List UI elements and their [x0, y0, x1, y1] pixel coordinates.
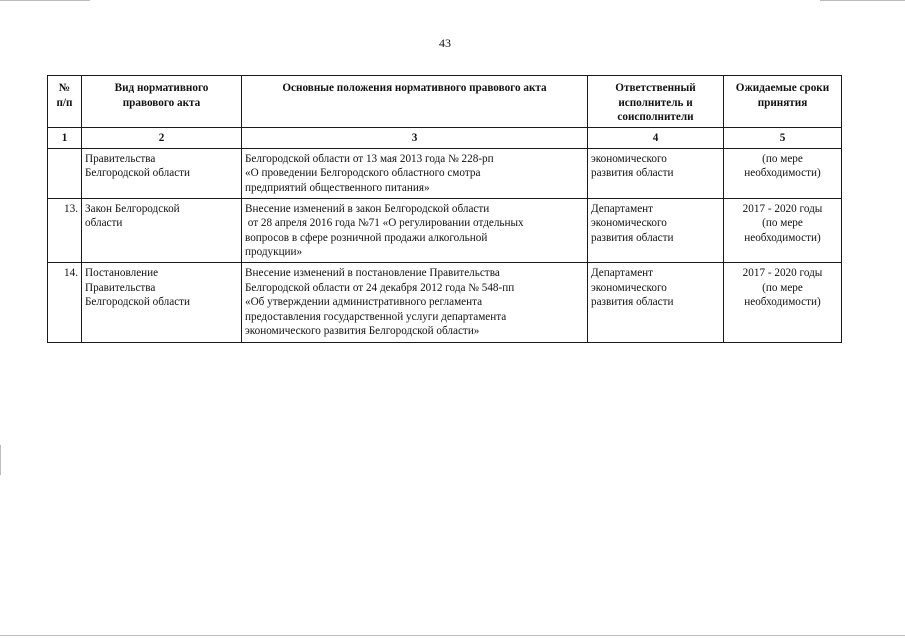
- column-number: 2: [82, 128, 242, 149]
- row-act-type: [82, 198, 242, 262]
- scan-edge-mark: [0, 635, 905, 636]
- header-row: [48, 76, 842, 128]
- header-type-line: Вид нормативного: [114, 82, 209, 94]
- header-num-line: п/п: [56, 96, 73, 109]
- cell-line: экономического: [591, 217, 667, 230]
- row-deadline: [724, 148, 842, 198]
- column-number: 4: [588, 128, 724, 149]
- header-provisions: [242, 76, 588, 128]
- row-deadline: [724, 198, 842, 262]
- cell-line: области: [85, 217, 123, 230]
- header-responsible: [588, 76, 724, 128]
- cell-line: развития области: [591, 231, 674, 244]
- page-number: 43: [439, 36, 451, 50]
- row-provisions: [242, 148, 588, 198]
- header-responsible-line: исполнитель и: [618, 96, 693, 109]
- header-provisions-line: Основные положения нормативного правового акта: [282, 82, 547, 94]
- row-responsible: [588, 198, 724, 262]
- row-responsible: [588, 262, 724, 342]
- cell-line: Закон Белгородской: [85, 202, 180, 215]
- cell-line: Внесение изменений в постановление Правительства: [245, 266, 500, 279]
- cell-line: (по мере: [762, 217, 803, 230]
- cell-line: необходимости): [744, 296, 821, 309]
- row-provisions: [242, 198, 588, 262]
- header-deadline: [724, 76, 842, 128]
- column-number: 3: [242, 128, 588, 149]
- column-number-row: [48, 128, 842, 149]
- header-type-line: правового акта: [122, 96, 201, 109]
- cell-line: Правительства: [85, 281, 156, 294]
- cell-line: Департамент: [591, 202, 654, 215]
- row-num: 13.: [48, 198, 82, 262]
- cell-line: Белгородской области: [85, 167, 191, 180]
- cell-line: экономического развития Белгородской области»: [245, 325, 480, 338]
- header-deadline-line: Ожидаемые сроки: [735, 82, 830, 94]
- header-responsible-line: Ответственный: [615, 82, 696, 94]
- cell-line: вопросов в сфере розничной продажи алкогольной: [245, 231, 488, 244]
- header-responsible-line: соисполнители: [617, 111, 694, 124]
- header-deadline-line: принятия: [757, 96, 808, 109]
- cell-line: 2017 - 2020 годы: [742, 202, 823, 215]
- row-provisions: [242, 262, 588, 342]
- cell-line: 2017 - 2020 годы: [742, 266, 823, 279]
- header-num-line: №: [58, 82, 71, 94]
- scan-edge-mark: [0, 445, 1, 475]
- cell-line: предоставления государственной услуги департамента: [245, 310, 507, 323]
- scan-edge-mark: [820, 0, 905, 1]
- cell-line: (по мере: [762, 152, 803, 165]
- row-num: [48, 148, 82, 198]
- cell-line: «О проведении Белгородского областного смотра: [245, 167, 481, 180]
- cell-line: развития области: [591, 167, 674, 180]
- cell-line: экономического: [591, 152, 667, 165]
- cell-line: (по мере: [762, 281, 803, 294]
- column-number: 5: [724, 128, 842, 149]
- scan-edge-mark: [0, 0, 90, 1]
- cell-line: Белгородской области от 13 мая 2013 года № 228-рп: [245, 152, 494, 165]
- cell-line: продукции»: [245, 246, 303, 259]
- cell-line: развития области: [591, 296, 674, 309]
- cell-line: Внесение изменений в закон Белгородской области: [245, 202, 490, 215]
- header-act-type: [82, 76, 242, 128]
- column-number: 1: [48, 128, 82, 149]
- cell-line: Белгородской области: [85, 296, 191, 309]
- cell-line: Департамент: [591, 266, 654, 279]
- legal-acts-table: [47, 75, 842, 343]
- row-num: 14.: [48, 262, 82, 342]
- cell-line: Белгородской области от 24 декабря 2012 года № 548-пп: [245, 281, 515, 294]
- cell-line: «Об утверждении административного регламента: [245, 296, 483, 309]
- cell-line: предприятий общественного питания»: [245, 181, 430, 194]
- cell-line: Постановление: [85, 266, 159, 279]
- cell-line: необходимости): [744, 231, 821, 244]
- table-row: [48, 148, 842, 198]
- cell-line: необходимости): [744, 167, 821, 180]
- cell-line: экономического: [591, 281, 667, 294]
- row-deadline: [724, 262, 842, 342]
- row-act-type: [82, 148, 242, 198]
- table-row: [48, 198, 842, 262]
- header-num: [48, 76, 82, 128]
- row-act-type: [82, 262, 242, 342]
- row-responsible: [588, 148, 724, 198]
- table-row: [48, 262, 842, 342]
- cell-line: Правительства: [85, 152, 156, 165]
- cell-line: от 28 апреля 2016 года №71 «О регулировании отдельных: [245, 217, 524, 230]
